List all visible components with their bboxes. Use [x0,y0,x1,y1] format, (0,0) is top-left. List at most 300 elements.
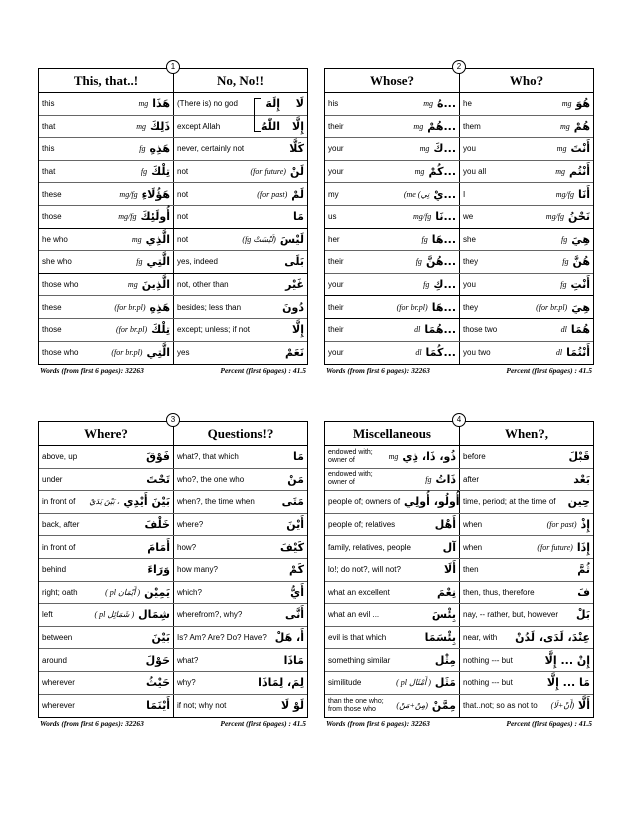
arabic-word: ذُو، ذَا، ذِي [402,450,456,464]
grammar-tag: mg [413,121,424,131]
right-cell [173,342,307,365]
table-row [39,582,307,605]
table-row [325,469,593,492]
english-gloss: wherever [42,678,75,688]
table-row [325,649,593,672]
right-cell [173,183,307,205]
right-cell [173,138,307,160]
left-cell [325,649,459,671]
right-cell [173,229,307,251]
card-this-that [38,62,308,376]
grammar-tag: (مِنْ+مَنْ) [396,701,428,711]
english-gloss: not [177,189,189,199]
english-gloss: right; oath [42,587,78,597]
english-gloss: (There is) no god [177,99,238,109]
english-gloss: she who [42,257,72,267]
arabic-word: مَا ... إِلَّا [546,676,590,690]
stats-footer [324,366,594,375]
table-row [39,206,307,229]
right-cell [459,536,593,558]
table-row [325,582,593,605]
arabic-word: أَيُّ [290,585,304,599]
table-row [325,138,593,161]
arabic-word: ...كُمْ [428,165,456,179]
grammar-tag: dl [414,325,421,335]
grammar-tag: (for future) [537,542,573,552]
table-row [325,604,593,627]
arabic-word: وَرَاءَ [147,563,170,577]
left-cell [39,604,173,626]
percent-stat: Percent (first 6pages) : 41.5 [220,719,306,729]
left-cell [325,183,459,205]
arabic-word: هُمْ [573,119,590,133]
arabic-word: الَّتِي [146,255,170,269]
left-cell [325,469,459,491]
arabic-word: تِلْكَ [151,323,170,337]
english-gloss: this [42,144,55,154]
vocab-table [38,421,308,718]
percent-stat: Percent (first 6pages) : 41.5 [506,719,592,729]
grammar-tag: dl [560,325,567,335]
arabic-word: ذَلِكَ [149,119,170,133]
arabic-word: ...يْ [433,187,456,201]
left-cell [39,183,173,205]
table-row [39,649,307,672]
table-row [325,446,593,469]
left-cell [325,319,459,341]
english-gloss: evil is that which [328,633,387,643]
arabic-word: لِمَ، لِمَاذَا [258,676,304,690]
table-row [39,183,307,206]
english-gloss: people of; relatives [328,520,396,530]
english-gloss: not, other than [177,280,229,290]
stats-footer [324,719,594,728]
grammar-tag: fg [561,234,568,244]
grammar-tag: (for future) [250,167,286,177]
left-cell [325,342,459,365]
right-cell [459,446,593,468]
arabic-word: أَنَّى [284,608,304,622]
left-cell [325,582,459,604]
right-cell [173,116,307,138]
table-row [325,695,593,718]
table-row [39,274,307,297]
left-cell [39,514,173,536]
left-cell [325,514,459,536]
grammar-tag: ( pl أَمْثَال ) [396,678,431,688]
left-cell [39,274,173,296]
arabic-word: مَاذَا [283,653,304,667]
grammar-tag: mg/fg [118,212,137,222]
english-gloss: how many? [177,565,218,575]
english-gloss: behind [42,565,67,575]
arabic-word: الَّذِي [145,232,170,246]
arabic-word: كَلَّا [289,142,304,156]
arabic-word: يَمِيْن [144,585,170,599]
grammar-tag: mg/fg [119,189,138,199]
right-cell [173,672,307,694]
right-cell [173,491,307,513]
english-gloss: he who [42,234,68,244]
left-cell [39,491,173,513]
table-row [39,514,307,537]
left-cell [325,604,459,626]
column-heading: This, that..! [73,73,139,88]
grammar-tag: mg/fg [555,189,574,199]
grammar-tag: (for br.pl) [111,348,143,358]
arabic-word: لَوْ لَا [280,699,304,713]
arabic-word: أُولُو، أُولِي [404,495,460,509]
right-cell [173,627,307,649]
arabic-word: لَمْ [291,187,304,201]
english-gloss: their [328,257,344,267]
table-row [39,296,307,319]
right-cell [459,582,593,604]
english-gloss: this [42,99,55,109]
right-cell [173,206,307,228]
table-row [39,251,307,274]
arabic-word: إِذَا [576,540,590,554]
left-cell [39,296,173,318]
left-cell [325,491,459,513]
english-gloss: time, period; at the time of [463,497,556,507]
column-heading: Where? [84,426,128,441]
table-row [325,319,593,342]
left-cell [39,559,173,581]
left-cell [325,93,459,115]
grammar-tag: mg [131,234,142,244]
english-gloss: those [42,212,62,222]
words-count: Words (from first 6 pages): 32263 [326,366,430,376]
table-row [39,342,307,365]
card-whose-who [324,62,594,376]
arabic-word: بِئْسَ [431,608,456,622]
english-gloss: what?, that which [177,452,239,462]
right-cell [173,695,307,718]
grammar-tag: (for br.pl) [114,302,146,312]
left-cell [325,672,459,694]
grammar-tag: mg [127,280,138,290]
right-cell [459,161,593,183]
column-heading: Questions!? [173,422,307,445]
table-row [39,138,307,161]
left-cell [39,116,173,138]
grammar-tag: (for br.pl) [116,325,148,335]
arabic-word: مَنْ [287,472,304,486]
arabic-word: كَيْفَ [280,540,304,554]
table-row [39,559,307,582]
arabic-word: أَ، هَلْ [274,631,304,645]
arabic-word: غَيْر [285,278,304,292]
right-cell [459,649,593,671]
right-cell [459,342,593,365]
english-gloss: their [328,325,344,335]
grammar-tag: fg [421,234,428,244]
english-gloss: near, with [463,633,498,643]
english-gloss: not [177,167,189,177]
right-cell [173,649,307,671]
grammar-tag: dl [415,348,422,358]
english-gloss: that [42,121,56,131]
grammar-tag: (me (نِي [403,189,430,199]
grammar-tag: mg [561,99,572,109]
english-gloss: nay, -- rather, but, however [463,610,559,620]
english-gloss: left [42,610,53,620]
table-row [39,627,307,650]
arabic-word: أَلَّا [578,699,590,713]
table-row [39,491,307,514]
right-cell [459,251,593,273]
left-cell [325,627,459,649]
right-cell [173,93,307,115]
right-cell [459,93,593,115]
english-gloss: except Allah [177,121,221,131]
grammar-tag: mg [388,452,399,462]
left-cell [39,672,173,694]
arabic-word: ...هُنَّ [425,255,456,269]
table-row [325,116,593,139]
column-heading: When?, [459,422,593,445]
grammar-tag: (أَنْ+لَا) [550,701,575,711]
percent-stat: Percent (first 6pages) : 41.5 [506,366,592,376]
english-gloss: those two [463,325,498,335]
english-gloss: your [328,167,344,177]
left-cell [39,342,173,365]
grammar-tag: (for past) [546,520,577,530]
arabic-word: هُمَا [570,323,590,337]
table-row [39,604,307,627]
english-gloss: if not; why not [177,701,227,711]
arabic-word: ...هُمَا [424,323,456,337]
english-gloss: what? [177,655,199,665]
table-row [39,116,307,139]
english-gloss: after [463,474,480,484]
arabic-word: اللّٰهُ [260,119,280,133]
english-gloss: than the one who; from those who [328,697,384,713]
english-gloss: in front of [42,542,76,552]
english-gloss: except; unless; if not [177,325,250,335]
english-gloss: never, certainly not [177,144,245,154]
card-number-badge: 2 [452,60,466,74]
right-cell [459,296,593,318]
arabic-word: ...هُ [436,97,456,111]
table-row [325,627,593,650]
card-number-badge: 4 [452,413,466,427]
table-row [325,559,593,582]
card-number-badge: 1 [166,60,180,74]
left-cell [39,206,173,228]
arabic-word: مَثَل [434,676,456,690]
arabic-word: بَيْنَ أَيْدِي [123,495,170,509]
left-cell [325,695,459,718]
english-gloss: above, up [42,452,78,462]
arabic-word: حَيْثُ [145,676,170,690]
english-gloss: those who [42,348,79,358]
right-cell [173,559,307,581]
left-cell [325,296,459,318]
arabic-word: إِلَهَ [265,97,280,111]
left-cell [325,251,459,273]
grammar-tag: mg [419,144,430,154]
grammar-tag: fg [423,280,430,290]
arabic-word: بِئْسَمَا [424,631,456,645]
english-gloss: endowed with; owner of [328,448,373,464]
english-gloss: he [463,99,472,109]
arabic-word: شِمَال [138,608,170,622]
arabic-word: دُونَ [282,300,304,314]
left-cell [39,695,173,718]
english-gloss: you [463,280,476,290]
english-gloss: between [42,633,73,643]
right-cell [173,296,307,318]
english-gloss: lo!; do not?, will not? [328,565,401,575]
arabic-word: أَنَا [577,187,590,201]
arabic-word: إِلَّا [292,323,304,337]
left-cell [39,161,173,183]
english-gloss: then, thus, therefore [463,587,535,597]
table-row [325,514,593,537]
arabic-word: إِذْ [580,518,590,532]
english-gloss: in front of [42,497,76,507]
english-gloss: nothing --- but [463,655,513,665]
arabic-word: تِلْكَ [151,165,170,179]
arabic-word: أَمَامَ [147,540,170,554]
table-row [325,672,593,695]
arabic-word: أَنْتِ [570,278,590,292]
english-gloss: why? [177,678,196,688]
right-cell [173,251,307,273]
table-row [325,206,593,229]
grammar-tag: mg [556,144,567,154]
arabic-word: بَلْ [576,608,590,622]
arabic-word: آل [442,540,456,554]
right-cell [459,491,593,513]
english-gloss: your [328,144,344,154]
left-cell [39,469,173,491]
english-gloss: I [463,189,466,199]
arabic-word: هَذِهِ [149,300,170,314]
arabic-word: مِثْل [434,653,456,667]
grammar-tag: mg/fg [545,212,565,222]
grammar-tag: (for br.pl) [396,302,428,312]
arabic-word: خَلْفَ [144,518,170,532]
table-row [39,446,307,469]
arabic-word: أَنْتُمَا [566,346,590,360]
percent-stat: Percent (first 6pages) : 41.5 [220,366,306,376]
grammar-tag: mg/fg [412,212,432,222]
right-cell [459,672,593,694]
arabic-word: أَنْتَ [570,142,590,156]
column-heading: Miscellaneous [353,426,431,441]
arabic-word: ...كِ [433,278,456,292]
english-gloss: back, after [42,520,80,530]
english-gloss: when?, the time when [177,497,255,507]
left-cell [325,161,459,183]
english-gloss: your [328,348,344,358]
arabic-word: إِنْ ... إِلَّا [544,653,590,667]
right-cell [459,274,593,296]
english-gloss: us [328,212,337,222]
table-row [325,296,593,319]
arabic-word: تَحْتَ [146,472,170,486]
grammar-tag: fg [139,144,146,154]
english-gloss: around [42,655,67,665]
left-cell [39,649,173,671]
right-cell [459,469,593,491]
arabic-word: ذَاتُ [435,472,456,486]
table-row [39,319,307,342]
grammar-tag: ( pl أَيْمَان ) [105,587,141,597]
arabic-word: لَنْ [289,165,304,179]
grammar-tag: mg [555,167,565,177]
english-gloss: something similar [328,655,391,665]
card-misc-when [324,415,594,729]
grammar-tag: fg [425,474,432,484]
english-gloss: yes, indeed [177,257,218,267]
table-row [325,536,593,559]
right-cell [173,469,307,491]
grammar-tag: ( pl شَمَائِل ) [94,610,135,620]
column-heading: Whose? [369,73,415,88]
english-gloss: under [42,474,63,484]
english-gloss: they [463,257,479,267]
grammar-tag: mg [414,167,425,177]
words-count: Words (from first 6 pages): 32263 [326,719,430,729]
grammar-tag: fg [136,257,143,267]
english-gloss: those [42,325,62,335]
english-gloss: that [42,167,56,177]
arabic-word: مِمَّنْ [431,699,456,713]
arabic-word: هِيَ [571,300,590,314]
english-gloss: people of; owners of [328,497,401,507]
arabic-word: أَنْتُم [568,165,590,179]
left-cell [39,93,173,115]
grammar-tag: (fg لَيْسَتْ) [242,234,276,244]
table-row [325,274,593,297]
arabic-word: إِلَّا [292,119,304,133]
arabic-word: ...كُمَا [425,346,456,360]
card-where-questions [38,415,308,729]
left-cell [39,627,173,649]
english-gloss: you [463,144,476,154]
words-count: Words (from first 6 pages): 32263 [40,366,144,376]
left-cell [39,229,173,251]
arabic-word: أَيْنَمَا [146,699,170,713]
column-heading: Who? [459,69,593,92]
english-gloss: wherever [42,701,75,711]
left-cell [325,274,459,296]
english-gloss: where? [177,520,204,530]
english-gloss: they [463,302,479,312]
right-cell [459,229,593,251]
arabic-word: بَلَى [284,255,304,269]
left-cell [325,536,459,558]
english-gloss: endowed with; owner of [328,471,373,487]
grammar-tag: fg [415,257,422,267]
arabic-word: هَذَا [152,97,170,111]
arabic-word: حِين [567,495,590,509]
left-cell [325,229,459,251]
arabic-word: لَيْسَ [279,232,304,246]
grammar-tag: fg [560,280,567,290]
table-row [325,342,593,365]
arabic-word: لَا [295,97,304,111]
left-cell [39,446,173,468]
right-cell [173,514,307,536]
vocab-table [324,68,594,365]
left-cell [325,138,459,160]
right-cell [173,319,307,341]
